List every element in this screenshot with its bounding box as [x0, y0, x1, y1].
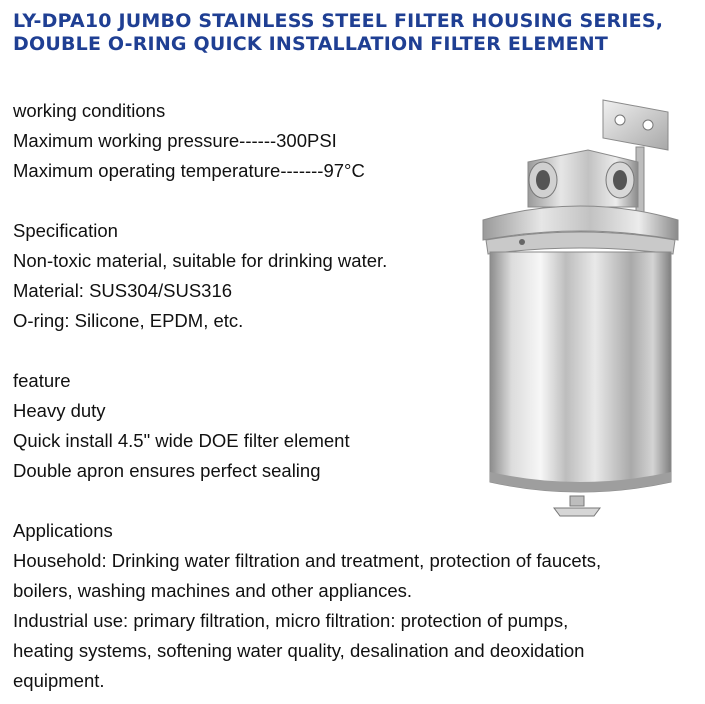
- spec-item: Material: SUS304/SUS316: [13, 280, 233, 301]
- drain-valve: [554, 496, 600, 516]
- application-line: Industrial use: primary filtration, micro filtration: protection of pumps,: [13, 610, 569, 631]
- max-temperature-text: Maximum operating temperature-------97°C: [13, 160, 365, 181]
- working-conditions-heading: working conditions: [13, 100, 166, 121]
- filter-housing-image: [468, 92, 693, 522]
- feature-item: Double apron ensures perfect sealing: [13, 460, 321, 481]
- application-line: boilers, washing machines and other appliances.: [13, 580, 413, 601]
- feature-heading: feature: [13, 370, 71, 391]
- inlet-outlet-head: [528, 150, 638, 207]
- application-line: heating systems, softening water quality, desalination and deoxidation: [13, 640, 585, 661]
- title-line-2: DOUBLE O-RING QUICK INSTALLATION FILTER ELEMENT: [13, 33, 609, 55]
- housing-body: [490, 252, 671, 492]
- max-pressure-text: Maximum working pressure------300PSI: [13, 130, 337, 151]
- feature-item: Heavy duty: [13, 400, 106, 421]
- specification-heading: Specification: [13, 220, 118, 241]
- title-line-1: LY-DPA10 JUMBO STAINLESS STEEL FILTER HOUSING SERIES,: [13, 10, 664, 32]
- page-title: [13, 10, 663, 56]
- feature-item: Quick install 4.5" wide DOE filter element: [13, 430, 350, 451]
- spec-item: O-ring: Silicone, EPDM, etc.: [13, 310, 244, 331]
- application-line: Household: Drinking water filtration and treatment, protection of faucets,: [13, 550, 602, 571]
- spec-item: Non-toxic material, suitable for drinking water.: [13, 250, 388, 271]
- application-line: equipment.: [13, 670, 105, 691]
- applications-heading: Applications: [13, 520, 113, 541]
- housing-cap: [483, 206, 678, 254]
